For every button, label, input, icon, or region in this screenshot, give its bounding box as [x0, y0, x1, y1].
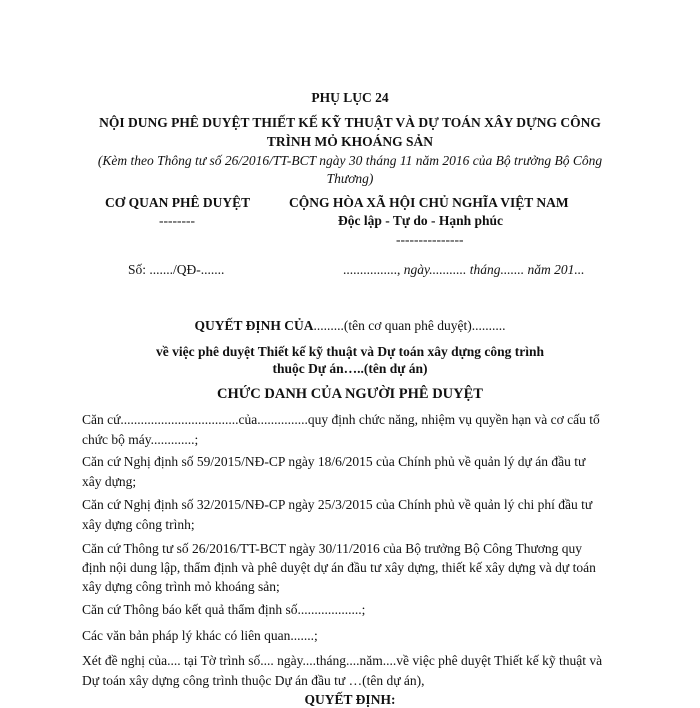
paragraph-line: Dự toán xây dựng công trình thuộc Dự án đầu tư …(tên dự án),: [82, 673, 425, 688]
paragraph-line: chức bộ máy.............;: [82, 432, 199, 447]
paragraph-line: Các văn bản pháp lý khác có liên quan.......;: [82, 628, 318, 643]
place-date: [343, 262, 585, 278]
paragraph-line: Căn cứ Thông báo kết quả thẩm định số...................;: [82, 602, 366, 617]
approver-title: CHỨC DANH CỦA NGƯỜI PHÊ DUYỆT: [217, 386, 483, 402]
decision-subject-line-2: thuộc Dự án…..(tên dự án): [272, 361, 428, 376]
decision-subject-line-1: về việc phê duyệt Thiết kế kỹ thuật và Dự toán xây dựng công trình: [156, 344, 544, 359]
legal-basis-decree-32: [82, 495, 622, 535]
paragraph-line: Xét đề nghị của.... tại Tờ trình số.... ngày....tháng....năm....về việc phê duyệt Thiết kế kỹ thuật và: [82, 653, 603, 668]
attachment-note-line-2: Thương): [326, 171, 374, 186]
legal-basis-circular-26: [82, 539, 622, 596]
decision-section-heading: QUYẾT ĐỊNH:: [304, 692, 396, 707]
agency-underline: --------: [159, 213, 195, 228]
decision-number: Số: ......./QĐ-.......: [128, 262, 225, 277]
legal-basis-organization: [82, 410, 622, 450]
decision-heading-agency: .........(tên cơ quan phê duyệt)..........: [313, 318, 506, 333]
attachment-note-line-1: (Kèm theo Thông tư số 26/2016/TT-BCT ngày 30 tháng 11 năm 2016 của Bộ trưởng Bộ Công: [97, 153, 603, 168]
paragraph-line: xây dựng công trình;: [82, 517, 195, 532]
motto-underline: ---------------: [396, 232, 464, 247]
appendix-title: PHỤ LỤC 24: [311, 90, 389, 105]
legal-basis-decree-59: [82, 452, 622, 492]
paragraph-line: Căn cứ Nghị định số 59/2015/NĐ-CP ngày 18/6/2015 của Chính phủ về quản lý dự án đầu tư: [82, 454, 586, 469]
decision-heading-bold: QUYẾT ĐỊNH CỦA: [194, 318, 314, 333]
paragraph-line: định nội dung lập, thẩm định và phê duyệt dự án đầu tư xây dựng, thiết kế xây dựng và dự toán: [82, 560, 596, 575]
date-line: ngày........... tháng....... năm 201...: [403, 262, 585, 277]
legal-basis-other-documents: [82, 626, 622, 646]
paragraph-line: Căn cứ...................................của...............quy định chức năng, nhiệm vụ quyền hạn và cơ cấu tổ: [82, 412, 600, 427]
proposal-consideration: [82, 651, 622, 691]
approving-agency: CƠ QUAN PHÊ DUYỆT: [105, 195, 251, 210]
decision-heading: [0, 318, 700, 334]
paragraph-line: Căn cứ Nghị định số 32/2015/NĐ-CP ngày 25/3/2015 của Chính phủ về quản lý chi phí đầu tư: [82, 497, 593, 512]
national-motto: Độc lập - Tự do - Hạnh phúc: [338, 213, 504, 228]
legal-basis-appraisal-notice: [82, 600, 622, 620]
document-title-line-1: NỘI DUNG PHÊ DUYỆT THIẾT KẾ KỸ THUẬT VÀ DỰ TOÁN XÂY DỰNG CÔNG: [99, 115, 601, 130]
paragraph-line: xây dựng;: [82, 474, 137, 489]
place-dots: ................,: [343, 262, 404, 277]
paragraph-line: xây dựng công trình mỏ khoáng sản;: [82, 579, 280, 594]
paragraph-line: Căn cứ Thông tư số 26/2016/TT-BCT ngày 30/11/2016 của Bộ trưởng Bộ Công Thương quy: [82, 541, 583, 556]
country-name: CỘNG HÒA XÃ HỘI CHỦ NGHĨA VIỆT NAM: [289, 195, 569, 210]
document-title-line-2: TRÌNH MỎ KHOÁNG SẢN: [266, 134, 434, 149]
